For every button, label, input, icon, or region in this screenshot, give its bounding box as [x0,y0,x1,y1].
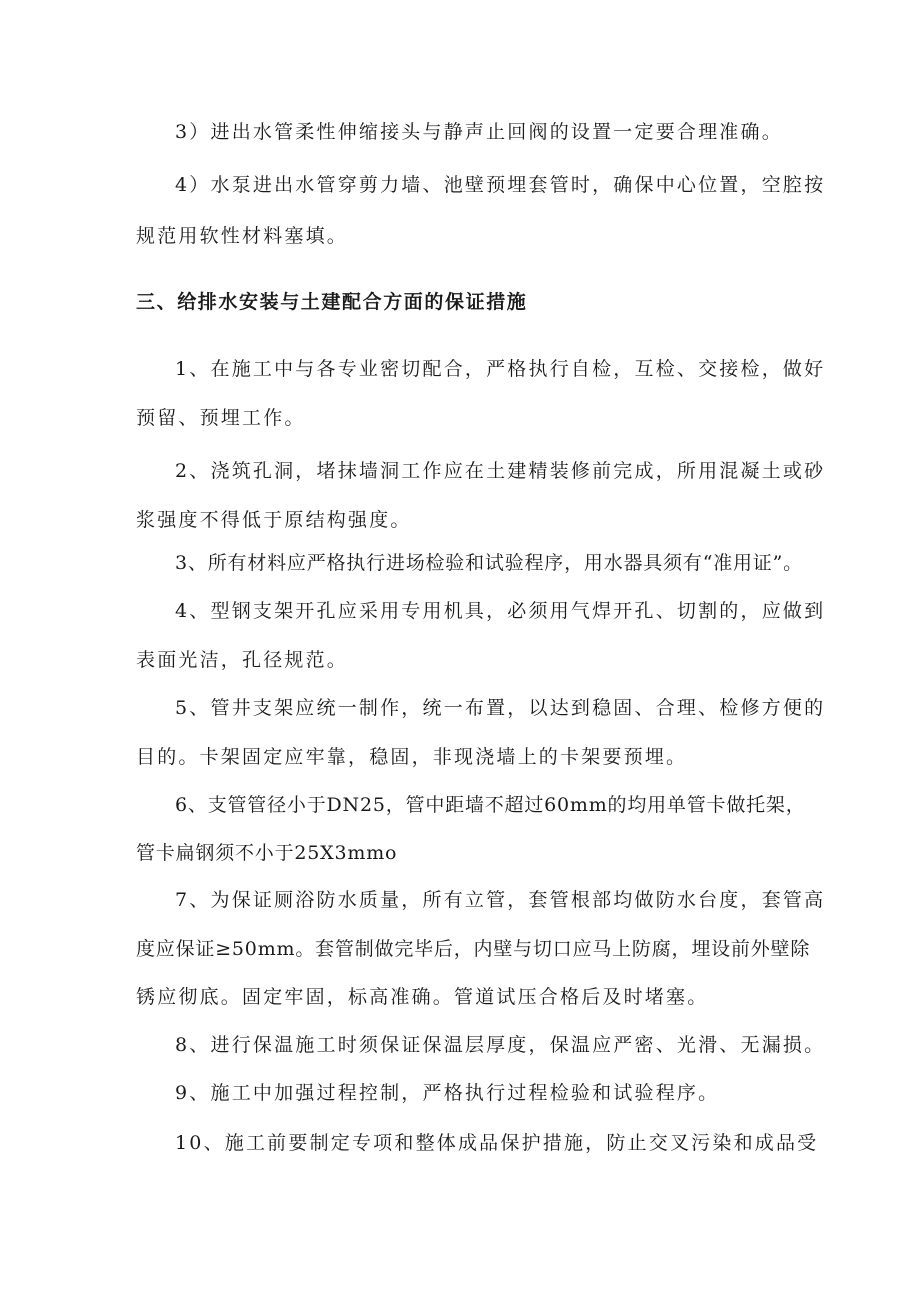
measure-9-line: 9、施工中加强过程控制，严格执行过程检验和试验程序。 [175,1082,720,1104]
section-heading: 三、给排水安装与土建配合方面的保证措施 [136,291,528,313]
measure-2-line-1: 2、浇筑孔洞，堵抹墙洞工作应在土建精装修前完成，所用混凝土或砂 [175,460,826,482]
measure-4-line-2: 表面光洁，孔径规范。 [136,649,349,671]
measure-7-line-3: 锈应彻底。固定牢固，标高准确。管道试压合格后及时堵塞。 [136,986,709,1008]
measure-1-line-2: 预留、预埋工作。 [136,407,306,429]
measure-8-line: 8、进行保温施工时须保证保温层厚度，保温应严密、光滑、无漏损。 [175,1034,826,1056]
item-4-line-1: 4）水泵进出水管穿剪力墙、池壁预埋套管时，确保中心位置，空腔按 [175,174,826,196]
measure-5-line-2: 目的。卡架固定应牢靠，稳固，非现浇墙上的卡架要预埋。 [136,746,688,768]
measure-6-line-2: 管卡扁钢须不小于25X3mmo [136,842,398,864]
item-4-line-2: 规范用软性材料塞填。 [136,225,349,247]
measure-3-line: 3、所有材料应严格执行进场检验和试验程序，用水器具须有“准用证”。 [175,552,803,574]
measure-7-line-2: 度应保证≥50mm。套管制做完毕后，内壁与切口应马上防腐，埋设前外壁除 [136,938,811,960]
measure-10-line: 10、施工前要制定专项和整体成品保护措施，防止交叉污染和成品受 [175,1132,819,1154]
measure-4-line-1: 4、型钢支架开孔应采用专用机具，必须用气焊开孔、切割的，应做到 [175,600,826,622]
measure-5-line-1: 5、管井支架应统一制作，统一布置，以达到稳固、合理、检修方便的 [175,697,826,719]
item-3-line: 3）进出水管柔性伸缩接头与静声止回阀的设置一定要合理准确。 [175,121,783,143]
measure-7-line-1: 7、为保证厕浴防水质量，所有立管，套管根部均做防水台度，套管高 [175,889,826,911]
measure-1-line-1: 1、在施工中与各专业密切配合，严格执行自检，互检、交接检，做好 [175,358,826,380]
measure-6-line-1: 6、支管管径小于DN25，管中距墙不超过60mm的均用单管卡做托架， [175,794,806,816]
measure-2-line-2: 浆强度不得低于原结构强度。 [136,509,412,531]
